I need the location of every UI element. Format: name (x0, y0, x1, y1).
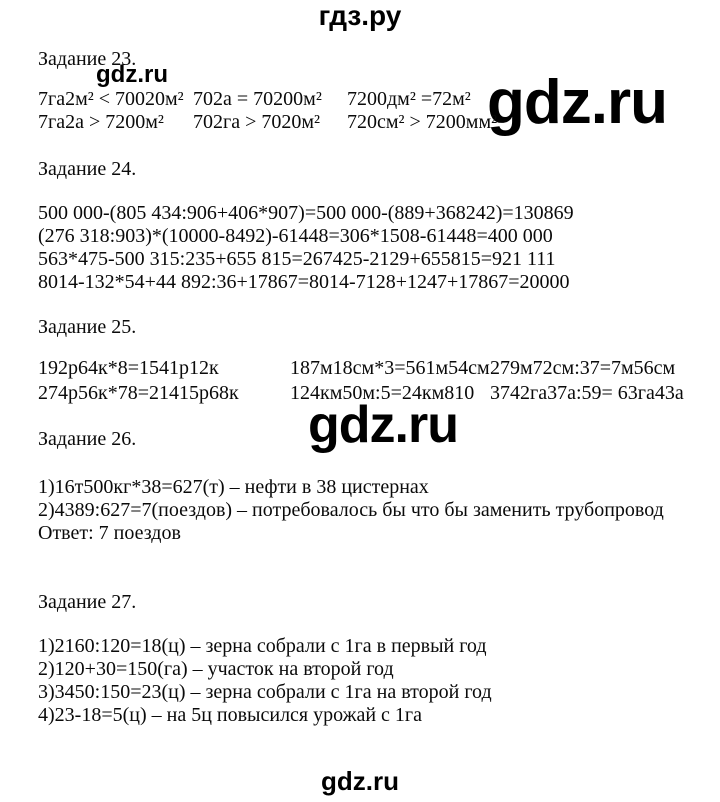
task-24-line: 500 000-(805 434:906+406*907)=500 000-(889+368242)=130869 (38, 202, 574, 224)
task-23-row-1 (38, 88, 720, 112)
task-25-row-1 (38, 357, 720, 381)
task-23-title: Задание 23. (38, 48, 137, 70)
task-24-title: Задание 24. (38, 158, 137, 180)
task-27-solution (38, 635, 492, 727)
task-26-title: Задание 26. (38, 428, 137, 450)
task-25-expression: 3742га37а:59= 63га43а (490, 382, 684, 404)
task-23-expression: 7га2м² < 70020м² (38, 88, 184, 110)
task-25-expression: 192р64к*8=1541р12к (38, 357, 219, 379)
task-23-expression: 702а = 70200м² (193, 88, 322, 110)
task-26-answer: Ответ: 7 поездов (38, 522, 181, 544)
site-header-logo: гдз.ру (318, 0, 402, 31)
task-27-line: 2)120+30=150(га) – участок на второй год (38, 658, 394, 680)
task-26-solution (38, 476, 664, 545)
task-25-row-2 (38, 382, 720, 406)
task-23-expression: 7200дм² =72м² (347, 88, 471, 110)
task-26-line: 2)4389:627=7(поездов) – потребовалось бы что бы заменить трубопровод (38, 499, 664, 521)
task-23-expression: 720см² > 7200мм² (347, 111, 498, 133)
task-25-title: Задание 25. (38, 316, 137, 338)
watermark-gdz-small: gdz.ru (96, 61, 168, 88)
task-24-line: 8014-132*54+44 892:36+17867=8014-7128+1247+17867=20000 (38, 271, 570, 293)
task-27-line: 1)2160:120=18(ц) – зерна собрали с 1га в первый год (38, 635, 487, 657)
task-23-expression: 702га > 7020м² (193, 111, 321, 133)
task-24-line: (276 318:903)*(10000-8492)-61448=306*1508-61448=400 000 (38, 225, 553, 247)
task-25-expression: 124км50м:5=24км810 (290, 382, 475, 404)
watermark-gdz-middle: gdz.ru (308, 396, 458, 454)
task-25-expression: 279м72см:37=7м56см (490, 357, 676, 379)
task-26-line: 1)16т500кг*38=627(т) – нефти в 38 цистернах (38, 476, 429, 498)
task-23-expression: 7га2а > 7200м² (38, 111, 164, 133)
task-25-expression: 187м18см*3=561м54см (290, 357, 490, 379)
task-23-row-2 (38, 111, 720, 135)
task-27-line: 3)3450:150=23(ц) – зерна собрали с 1га на второй год (38, 681, 492, 703)
watermark-gdz-bottom: gdz.ru (321, 766, 399, 796)
watermark-gdz-large: gdz.ru (487, 68, 667, 137)
task-25-expression: 274р56к*78=21415р68к (38, 382, 239, 404)
task-27-line: 4)23-18=5(ц) – на 5ц повысился урожай с 1га (38, 704, 422, 726)
task-27-title: Задание 27. (38, 591, 137, 613)
task-24-solution (38, 202, 574, 294)
task-24-line: 563*475-500 315:235+655 815=267425-2129+655815=921 111 (38, 248, 556, 270)
